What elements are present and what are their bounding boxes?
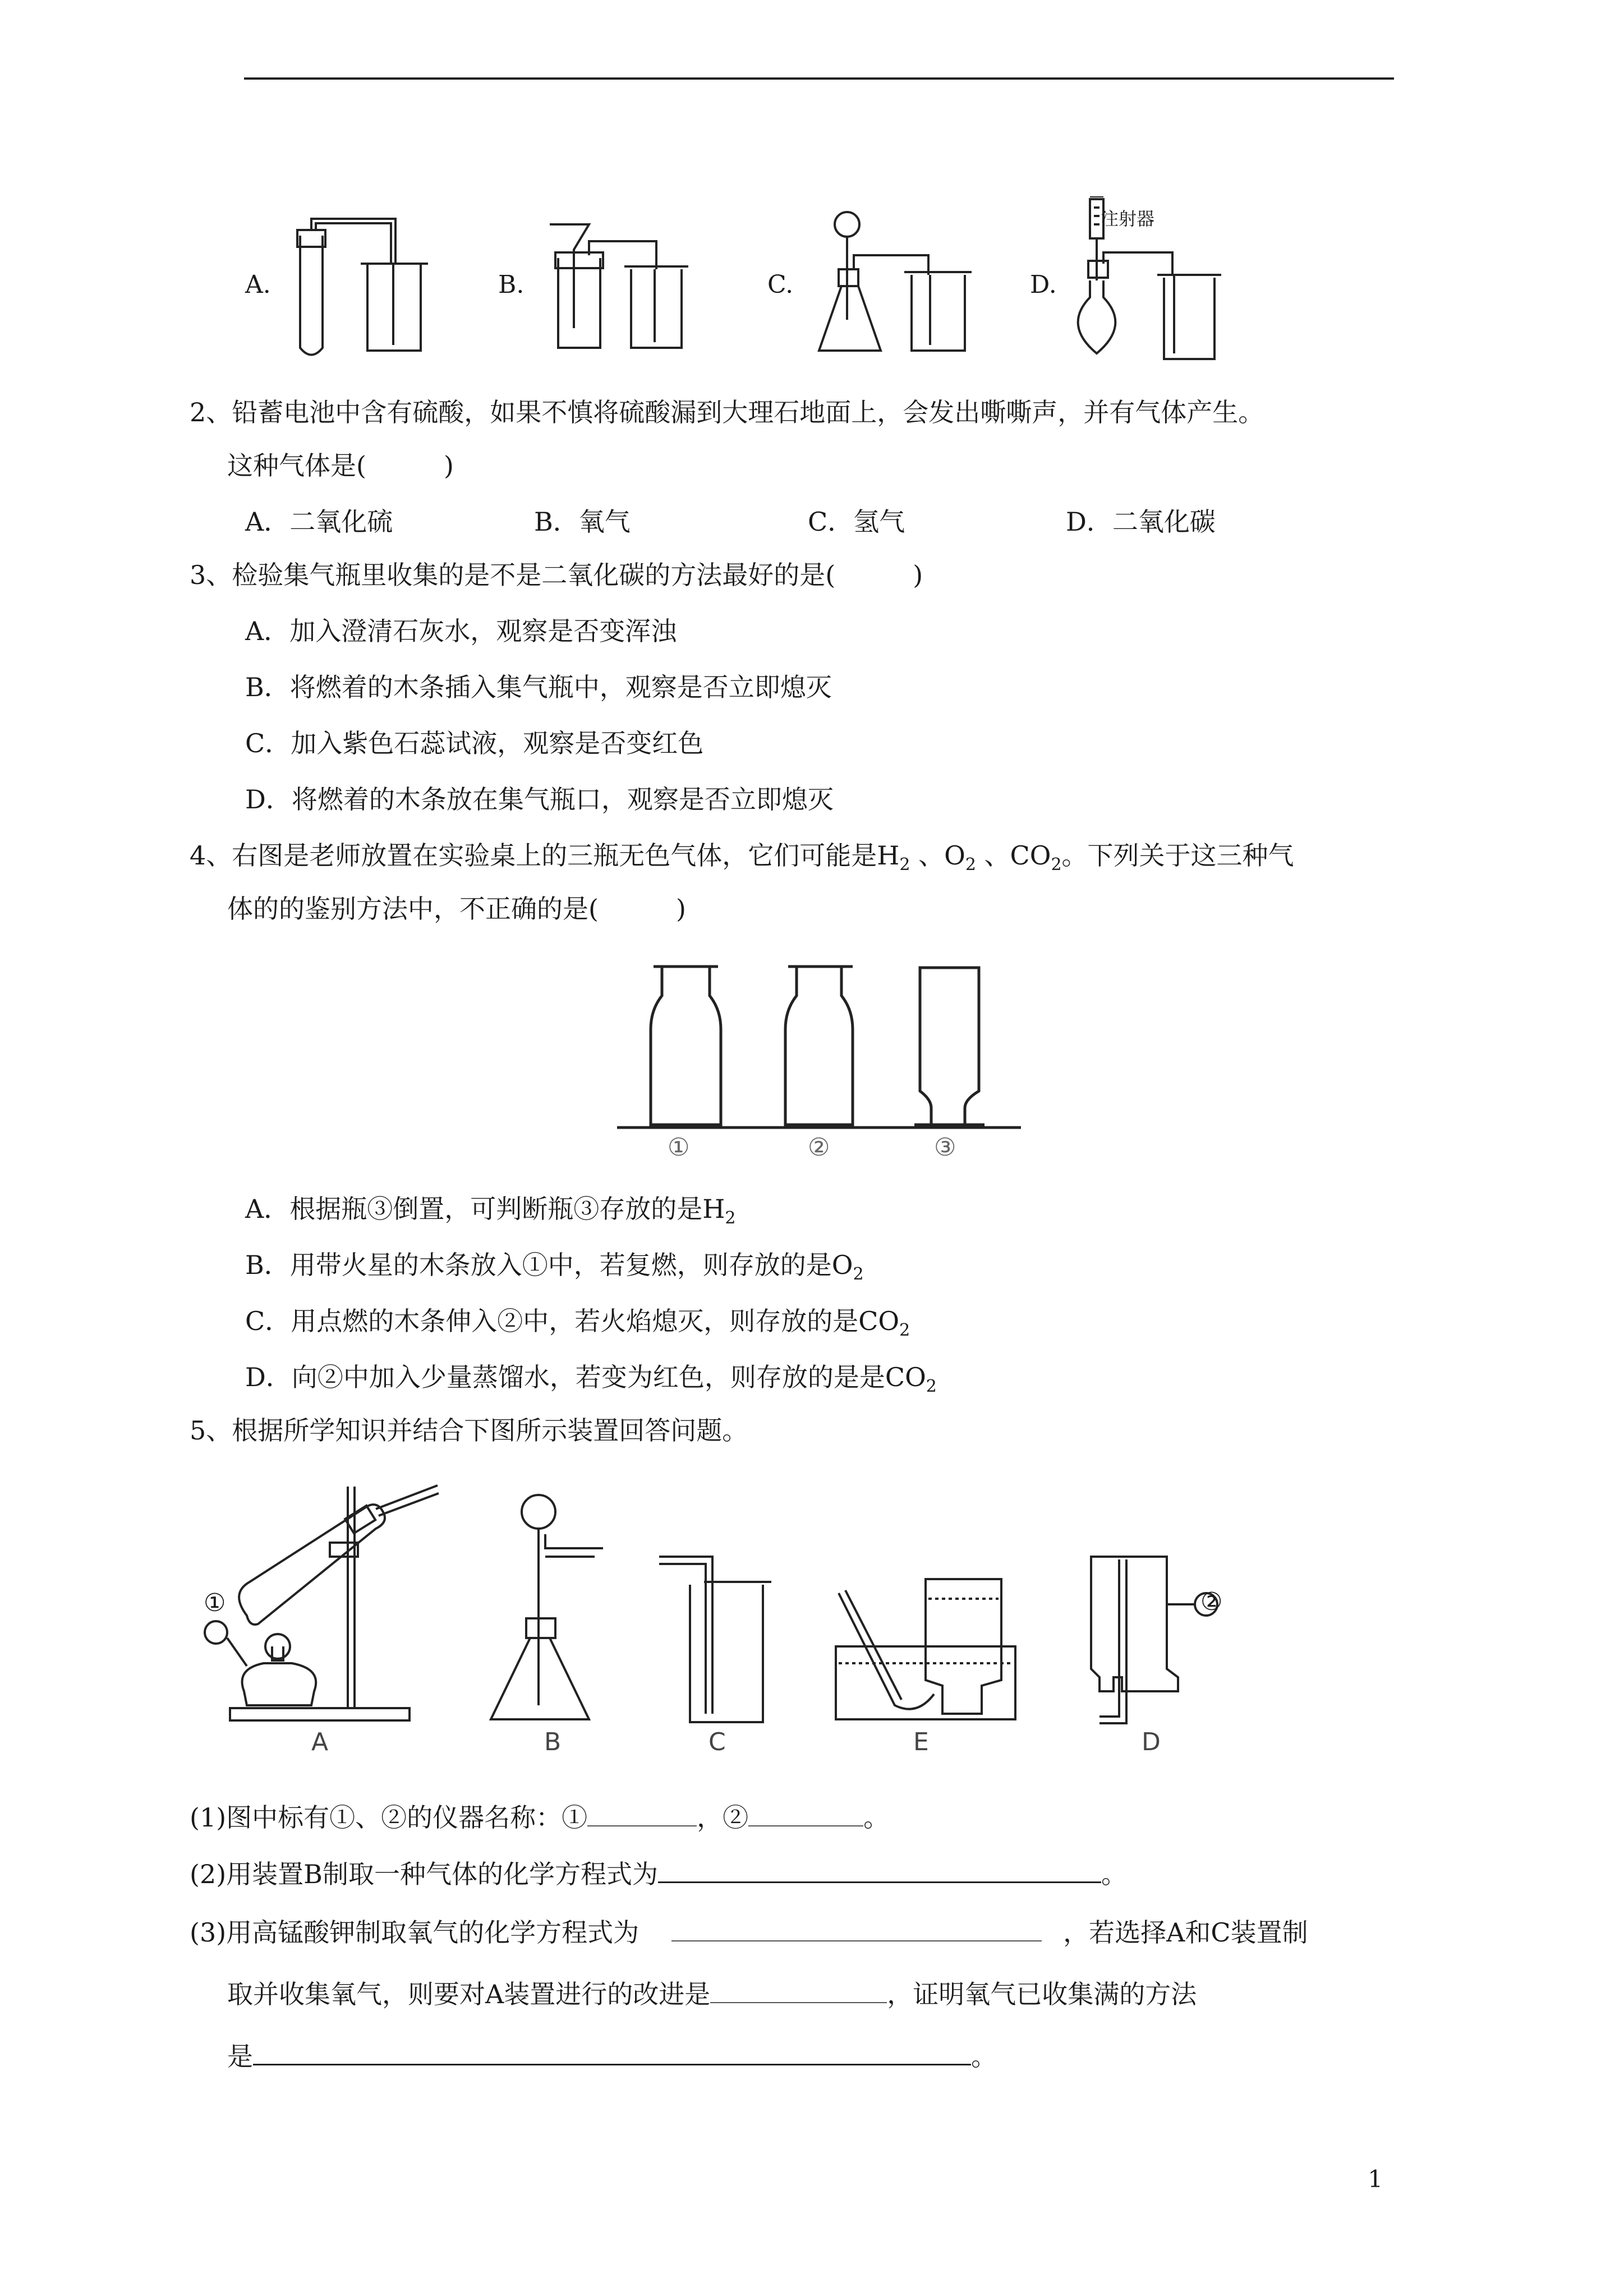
q5-blank-2[interactable] <box>748 1801 863 1826</box>
q5-stem: 5、根据所学知识并结合下图所示装置回答问题。 <box>190 1415 748 1446</box>
q4-stem-line1: 4、右图是老师放置在实验桌上的三瓶无色气体，它们可能是$H_2$ 、$O_2$ 、$CO_2$。下列关于这三种气 <box>190 840 1294 875</box>
q5-apparatus-label-d: D <box>1142 1728 1161 1756</box>
q4-stem-line2: 体的的鉴别方法中，不正确的是( ) <box>227 894 686 924</box>
q4-option-b: B．用带火星的木条放入①中，若复燃，则存放的是$O_2$ <box>245 1250 864 1284</box>
q4-option-a: A．根据瓶③倒置，可判断瓶③存放的是$H_2$ <box>245 1194 736 1228</box>
q5-part3-line1: (3)用高锰酸钾制取氧气的化学方程式为 ，若选择A和C装置制 <box>190 1916 1308 1949</box>
q5-part2: (2)用装置B制取一种气体的化学方程式为 。 <box>190 1857 1127 1891</box>
q5-apparatus-c <box>656 1548 774 1728</box>
q5-apparatus-label-a: A <box>311 1728 329 1756</box>
q5-blank-6[interactable] <box>253 2039 971 2065</box>
q4-option-d: D．向②中加入少量蒸馏水，若变为红色，则存放的是是$CO_2$ <box>245 1362 937 1396</box>
q2-option-b: B．氧气 <box>534 507 631 537</box>
q5-apparatus-b <box>482 1487 623 1728</box>
q2-option-a: A．二氧化硫 <box>245 507 393 537</box>
q1-label-b: B. <box>498 270 525 299</box>
q4-bottle-label-1: ① <box>668 1133 690 1162</box>
q4-bottle-label-3: ③ <box>934 1133 956 1162</box>
q4-bottle-label-2: ② <box>808 1133 830 1162</box>
q1-apparatus-a <box>289 208 429 365</box>
q5-blank-4[interactable] <box>671 1916 1042 1941</box>
q5-apparatus-e <box>827 1548 1029 1728</box>
q3-option-c: C．加入紫色石蕊试液，观察是否变红色 <box>245 728 704 758</box>
q5-part3-line2: 取并收集氧气，则要对A装置进行的改进是 ，证明氧气已收集满的方法 <box>227 1977 1197 2011</box>
q5-part3-line3: 是 。 <box>227 2039 997 2073</box>
header-rule <box>244 77 1394 80</box>
q1-label-d: D. <box>1030 270 1057 299</box>
q5-blank-3[interactable] <box>658 1857 1101 1883</box>
q3-option-d: D．将燃着的木条放在集气瓶口，观察是否立即熄灭 <box>245 784 834 815</box>
q1-syringe-label: 注射器 <box>1101 208 1155 229</box>
q2-stem-line2: 这种气体是( ) <box>227 450 454 481</box>
q2-option-c: C．氢气 <box>808 507 905 537</box>
q3-option-a: A．加入澄清石灰水，观察是否变浑浊 <box>245 616 677 646</box>
q5-marker-1: ① <box>204 1589 226 1617</box>
q1-label-c: C. <box>767 270 794 299</box>
q5-blank-5[interactable] <box>710 1977 887 2003</box>
q1-apparatus-b <box>541 216 693 362</box>
q5-apparatus-label-b: B <box>544 1728 562 1756</box>
q4-option-c: C．用点燃的木条伸入②中，若火焰熄灭，则存放的是$CO_2$ <box>245 1306 910 1340</box>
q2-stem-line1: 2、铅蓄电池中含有硫酸，如果不慎将硫酸漏到大理石地面上，会发出嘶嘶声，并有气体产生。 <box>190 397 1264 427</box>
q1-apparatus-c <box>813 208 976 365</box>
page-number: 1 <box>1368 2165 1383 2193</box>
q3-stem: 3、检验集气瓶里收集的是不是二氧化碳的方法最好的是( ) <box>190 560 923 590</box>
q5-blank-1[interactable] <box>587 1801 697 1826</box>
q3-option-b: B．将燃着的木条插入集气瓶中，观察是否立即熄灭 <box>245 672 832 702</box>
q1-label-a: A. <box>245 270 271 299</box>
q5-apparatus-d <box>1088 1548 1257 1728</box>
q5-part1: (1)图中标有①、②的仪器名称：① ，② 。 <box>190 1801 889 1834</box>
q5-apparatus-label-c: C <box>709 1728 726 1756</box>
q5-apparatus-a <box>196 1475 449 1728</box>
q5-apparatus-label-e: E <box>913 1728 929 1756</box>
q2-option-d: D．二氧化碳 <box>1066 507 1216 537</box>
q5-marker-2: ② <box>1200 1588 1223 1616</box>
